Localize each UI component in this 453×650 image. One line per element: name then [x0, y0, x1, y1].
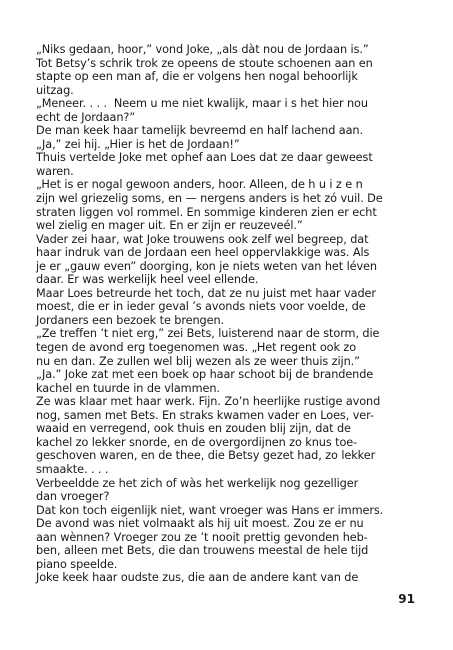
text-line: Dat kon toch eigenlijk niet, want vroeger was Hans er immers. — [36, 503, 384, 517]
text-line: zijn wel griezelig soms, en — nergens anders is het zó vuil. De — [36, 192, 383, 206]
text-line: nu en dan. Ze zullen wel blij wezen als ze weer thuis zijn.” — [36, 354, 360, 368]
text-line: ben, alleen met Bets, die dan trouwens meestal de hele tijd — [36, 544, 369, 558]
text-line: Jordaners een bezoek te brengen. — [36, 313, 225, 327]
text-line: uitzag. — [36, 83, 74, 97]
text-line: „Het is er nogal gewoon anders, hoor. Alleen, de h u i z e n — [36, 178, 363, 192]
text-line: Thuis vertelde Joke met ophef aan Loes dat ze daar geweest — [36, 151, 373, 165]
text-line: wel zielig en mager uit. En er zijn er reuzeveél.” — [36, 219, 303, 233]
text-line: nog, samen met Bets. En straks kwamen vader en Loes, ver- — [36, 408, 374, 422]
text-line: waaid en verregend, ook thuis en zouden blij zijn, dat de — [36, 422, 351, 436]
text-line: tegen de avond erg toegenomen was. „Het regent ook zo — [36, 341, 357, 355]
text-line: „Ze treffen ’t niet erg,” zei Bets, luisterend naar de storm, die — [36, 327, 380, 341]
text-line: Tot Betsy’s schrik trok ze opeens de stoute schoenen aan en — [36, 56, 373, 70]
text-line: „Ja,” zei hij. „Hier is het de Jordaan!” — [36, 137, 240, 151]
text-line: waren. — [36, 164, 74, 178]
text-line: echt de Jordaan?” — [36, 110, 136, 124]
text-line: Verbeeldde ze het zich of wàs het werkelijk nog gezelliger — [36, 476, 359, 490]
text-line: kachel en tuurde in de vlammen. — [36, 381, 220, 395]
text-line: piano speelde. — [36, 557, 118, 571]
text-line: „Niks gedaan, hoor,” vond Joke, „als dàt nou de Jordaan is.” — [36, 43, 369, 56]
text-line: haar indruk van de Jordaan een heel oppervlakkige was. Als — [36, 246, 370, 260]
body-text — [36, 43, 422, 585]
text-line: „Meneer. . . . Neem u me niet kwalijk, maar i s het hier nou — [36, 97, 368, 111]
text-line: je er „gauw even” doorging, kon je niets weten van het léven — [36, 259, 377, 273]
text-line: De avond was niet volmaakt als hij uit moest. Zou ze er nu — [36, 517, 364, 531]
text-line: kachel zo lekker snorde, en de overgordijnen zo knus toe- — [36, 435, 358, 449]
text-line: smaakte. . . . — [36, 462, 109, 476]
text-line: Ze was klaar met haar werk. Fijn. Zo’n heerlijke rustige avond — [36, 395, 381, 409]
text-line: geschoven waren, en de thee, die Betsy gezet had, zo lekker — [36, 449, 376, 463]
text-line: moest, die er in ieder geval ’s avonds niets voor voelde, de — [36, 300, 366, 314]
text-line: „Ja.” Joke zat met een boek op haar schoot bij de brandende — [36, 368, 374, 382]
text-line: straten liggen vol rommel. En sommige kinderen zien er echt — [36, 205, 377, 219]
text-line: stapte op een man af, die er volgens hen nogal behoorlijk — [36, 70, 358, 84]
text-line: Vader zei haar, wat Joke trouwens ook zelf wel begreep, dat — [36, 232, 369, 246]
text-line: Maar Loes betreurde het toch, dat ze nu juist met haar vader — [36, 286, 376, 300]
page-number: 91 — [398, 592, 415, 606]
text-line: Joke keek haar oudste zus, die aan de andere kant van de — [36, 571, 359, 585]
text-line: daar. Er was werkelijk heel veel ellende. — [36, 273, 259, 287]
text-line: De man keek haar tamelijk bevreemd en half lachend aan. — [36, 124, 363, 138]
text-line: dan vroeger? — [36, 490, 110, 504]
text-line: aan wènnen? Vroeger zou ze ’t nooit prettig gevonden heb- — [36, 530, 368, 544]
